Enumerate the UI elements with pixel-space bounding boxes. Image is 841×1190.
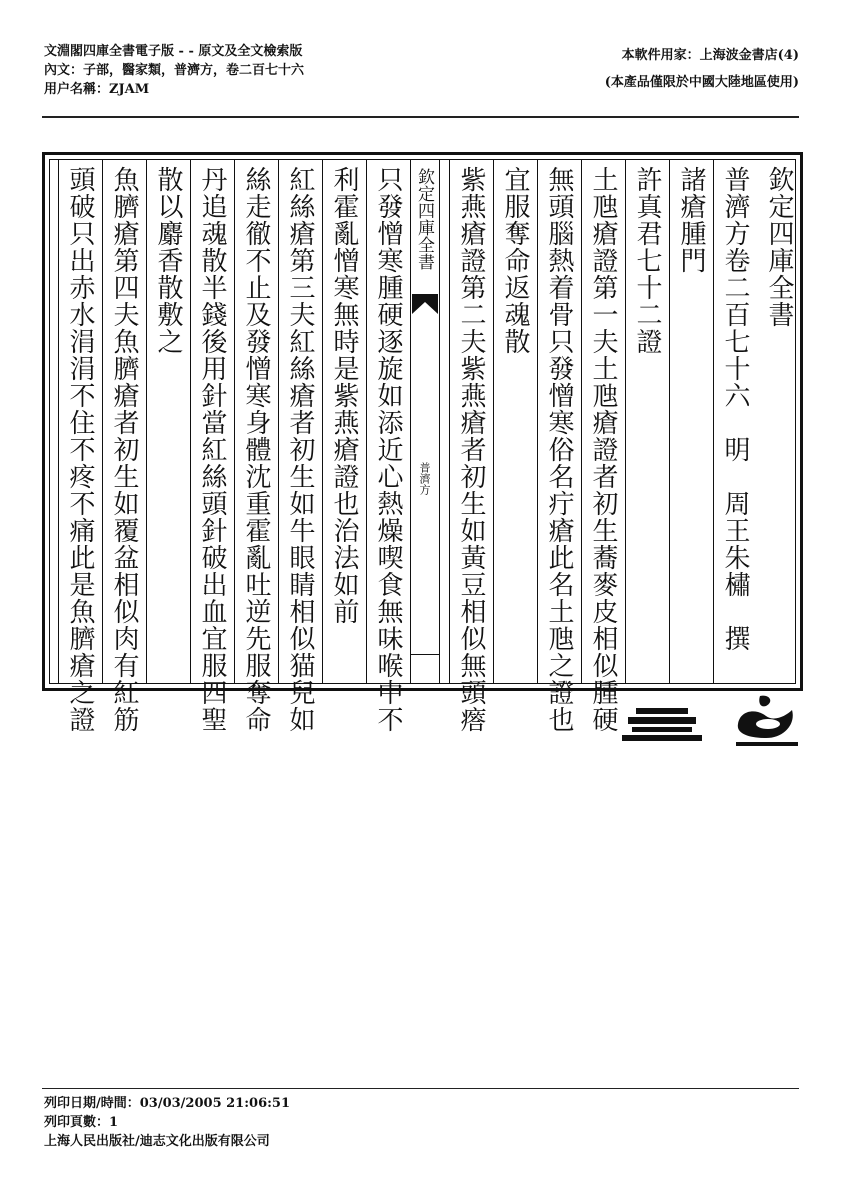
- text-column: [757, 160, 801, 683]
- brand-logo-icon: [730, 694, 802, 750]
- column-text: 只發憎寒腫硬逐旋如添近心熱燥喫食無味喉中不: [373, 166, 403, 733]
- column-text: 紫燕瘡證第二夫紫燕瘡者初生如黃豆相似無頭𤺥: [456, 166, 486, 733]
- column-text: 普濟方卷二百七十六 明 周王朱橚 撰: [720, 166, 750, 652]
- footer: [44, 1094, 290, 1151]
- text-column: [713, 160, 757, 683]
- header-right: [605, 46, 799, 92]
- restriction-text: (本產品僅限於中國大陸地區使用): [604, 75, 799, 90]
- text-column: [278, 160, 322, 733]
- user-name: ZJAM: [109, 82, 150, 97]
- column-text: 諸瘡腫門: [676, 166, 706, 274]
- column-text: 魚臍瘡第四夫魚臍瘡者初生如覆盆相似肉有紅筋: [109, 166, 139, 733]
- column-text: 散以麝香散敷之: [153, 166, 183, 355]
- text-column: [322, 160, 366, 683]
- header-divider: [42, 116, 799, 118]
- column-text: 無頭腦熱着骨只發憎寒俗名疔瘡此名土虺之證也: [544, 166, 574, 733]
- fish-tail-mark-icon: [412, 294, 438, 314]
- license-text: 本軟件用家：上海波金書店(4): [621, 48, 799, 63]
- header-content-path: 內文：子部，醫家類，普濟方，卷二百七十六: [44, 63, 305, 78]
- column-text: 紅絲瘡第三夫紅絲瘡者初生如牛眼睛相似猫兒如: [285, 166, 315, 733]
- header-title: 文淵閣四庫全書電子版 - - 原文及全文檢索版: [44, 44, 303, 59]
- publisher-name: 上海人民出版社/迪志文化出版有限公司: [44, 1134, 270, 1149]
- print-datetime-value: 03/03/2005 21:06:51: [139, 1096, 291, 1111]
- text-column: [190, 160, 234, 733]
- center-fold-column: [410, 160, 440, 683]
- publisher-seal-icon: [622, 706, 702, 742]
- print-pages-label: 列印頁數：: [44, 1115, 110, 1130]
- text-column: [669, 160, 713, 683]
- center-library-label: 欽定四庫全書: [414, 168, 434, 270]
- text-column: [625, 160, 669, 683]
- text-column: [537, 160, 581, 733]
- print-datetime-line: [44, 1094, 290, 1113]
- text-column: [146, 160, 190, 683]
- text-column: [366, 160, 410, 733]
- column-text: 宜服奪命返魂散: [500, 166, 530, 355]
- text-column: [493, 160, 537, 683]
- text-column: [581, 160, 625, 733]
- page-frame: [42, 152, 803, 733]
- center-divider: [411, 654, 439, 655]
- text-column: [449, 160, 493, 733]
- column-text: 絲走徹不止及發憎寒身體沈重霍亂吐逆先服奪命: [241, 166, 271, 733]
- print-datetime-label: 列印日期/時間：: [44, 1096, 140, 1111]
- text-column: [102, 160, 146, 733]
- column-text: 欽定四庫全書: [764, 166, 794, 328]
- text-column: [234, 160, 278, 733]
- user-label: 用户名稱：: [44, 82, 110, 97]
- print-pages-line: [44, 1113, 290, 1132]
- column-text: 丹追魂散半錢後用針當紅絲頭針破出血宜服四聖: [197, 166, 227, 733]
- column-text: 土虺瘡證第一夫土虺瘡證者初生蕎麥皮相似腫硬: [588, 166, 618, 733]
- column-text: 頭破只出赤水涓涓不住不疼不痛此是魚臍瘡之證: [65, 166, 95, 733]
- header-user: [44, 80, 304, 99]
- column-text: 許真君七十二證: [632, 166, 662, 355]
- page-inner-border: [49, 159, 796, 733]
- footer-divider: [42, 1088, 799, 1089]
- print-pages-value: 1: [109, 1115, 119, 1130]
- column-text: 利霍亂憎寒無時是紫燕瘡證也治法如前: [329, 166, 359, 625]
- header-left: [44, 42, 304, 99]
- center-book-title: 普濟方: [418, 462, 431, 495]
- text-column: [58, 160, 102, 733]
